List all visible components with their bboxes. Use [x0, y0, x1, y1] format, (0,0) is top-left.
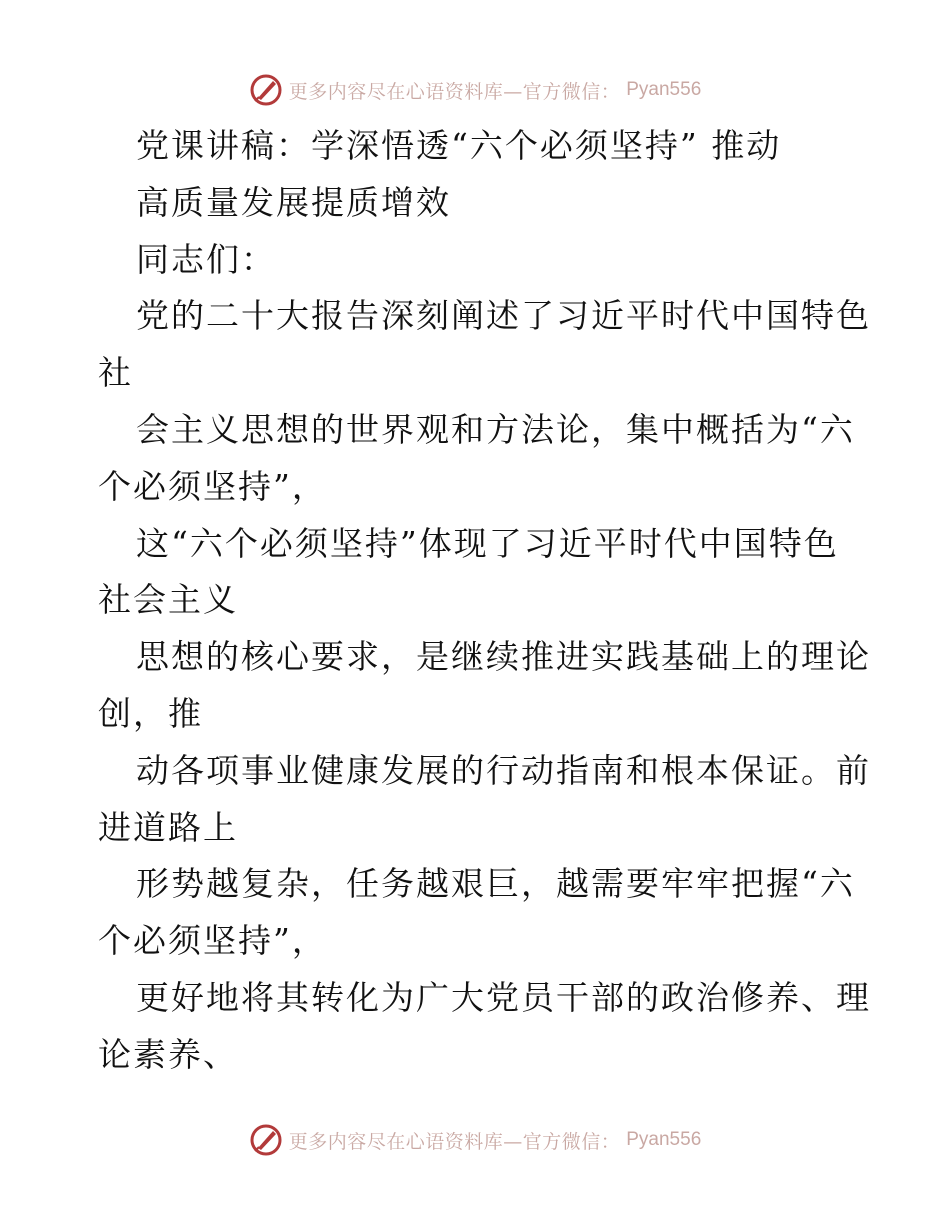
watermark-wechat-id: Pyan556: [626, 1129, 702, 1150]
doc-line: 动各项事业健康发展的行动指南和根本保证。前: [136, 750, 871, 790]
footer-watermark: [0, 1120, 950, 1160]
doc-line: 会主义思想的世界观和方法论，集中概括为“六: [136, 409, 855, 449]
watermark-text: 更多内容尽在心语资料库—官方微信：: [288, 80, 621, 103]
watermark-text: 更多内容尽在心语资料库—官方微信：: [288, 1130, 621, 1153]
doc-line: 党的二十大报告深刻阐述了习近平时代中国特色: [136, 296, 871, 336]
doc-line: 更好地将其转化为广大党员干部的政治修养、理: [136, 977, 871, 1017]
doc-line: 高质量发展提质增效: [136, 182, 451, 222]
doc-line: 思想的核心要求，是继续推进实践基础上的理论: [136, 637, 871, 677]
doc-line: 同志们：: [136, 239, 276, 279]
watermark-wechat-id: Pyan556: [626, 79, 702, 100]
doc-line: 创，推: [98, 693, 203, 733]
document-body: [98, 118, 871, 1084]
doc-line: 进道路上: [98, 807, 238, 847]
quill-logo-icon: [249, 73, 283, 107]
doc-line: 个必须坚持”，: [98, 921, 327, 961]
header-watermark: [0, 70, 950, 110]
doc-line: 论素养、: [98, 1034, 238, 1074]
doc-line: 社: [98, 353, 133, 393]
quill-logo-icon: [249, 1123, 283, 1157]
doc-line: 这“六个必须坚持”体现了习近平时代中国特色: [136, 523, 839, 563]
doc-line: 个必须坚持”，: [98, 466, 327, 506]
doc-line: 党课讲稿：学深悟透“六个必须坚持” 推动: [136, 126, 782, 165]
doc-line: 社会主义: [98, 580, 238, 620]
doc-line: 形势越复杂，任务越艰巨，越需要牢牢把握“六: [136, 864, 855, 904]
